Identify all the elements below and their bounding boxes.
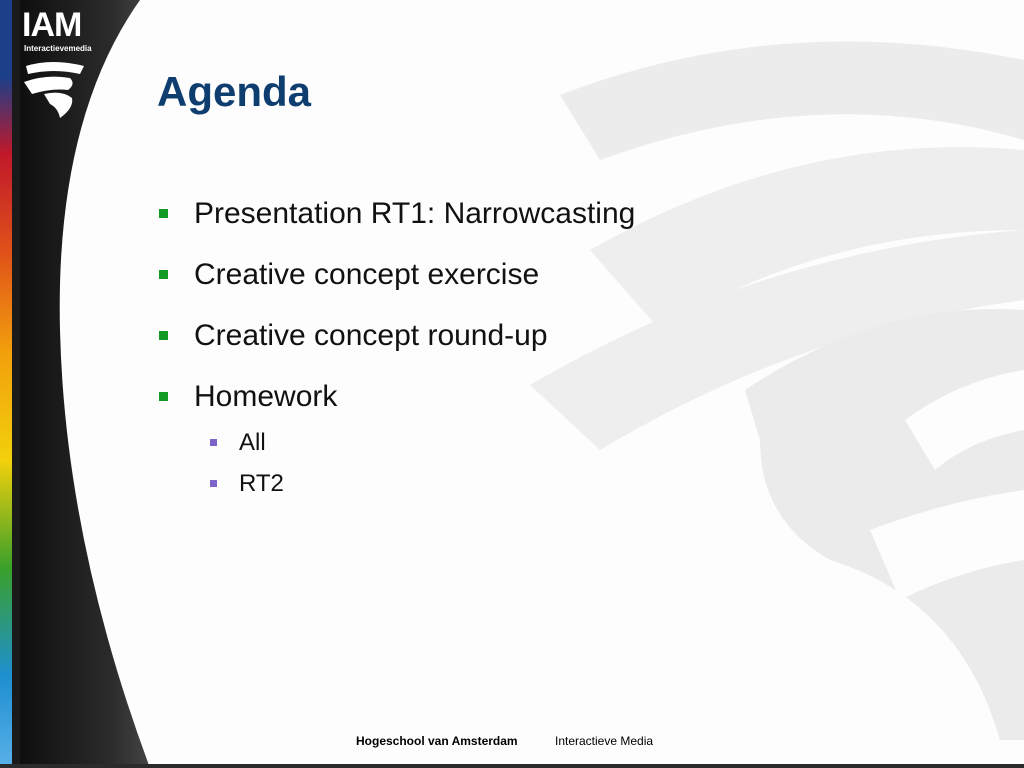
agenda-item xyxy=(157,317,635,355)
agenda-list xyxy=(157,195,635,420)
footer-institution: Hogeschool van Amsterdam xyxy=(356,734,518,748)
agenda-subitem xyxy=(157,428,284,458)
logo-swoosh-icon xyxy=(22,60,102,122)
agenda-subitem xyxy=(157,469,284,499)
footer-department: Interactieve Media xyxy=(555,734,654,748)
agenda-item xyxy=(157,195,635,233)
logo-subtext: Interactievemedia xyxy=(24,44,92,53)
square-bullet-icon xyxy=(210,439,217,446)
logo-text: IAM xyxy=(22,6,82,44)
square-bullet-icon xyxy=(159,270,168,279)
homework-sublist xyxy=(157,428,284,510)
agenda-item-label: Homework xyxy=(194,380,338,413)
agenda-item-label: Creative concept exercise xyxy=(194,258,540,291)
square-bullet-icon xyxy=(159,331,168,340)
square-bullet-icon xyxy=(159,392,168,401)
agenda-item xyxy=(157,256,635,294)
square-bullet-icon xyxy=(159,209,168,218)
agenda-item xyxy=(157,378,635,416)
agenda-item-label: Presentation RT1: Narrowcasting xyxy=(194,197,636,230)
slide-title: Agenda xyxy=(157,68,312,115)
agenda-item-label: Creative concept round-up xyxy=(194,319,548,352)
square-bullet-icon xyxy=(210,480,217,487)
agenda-subitem-label: RT2 xyxy=(239,470,284,497)
iam-logo xyxy=(22,8,102,123)
agenda-subitem-label: All xyxy=(239,429,266,456)
